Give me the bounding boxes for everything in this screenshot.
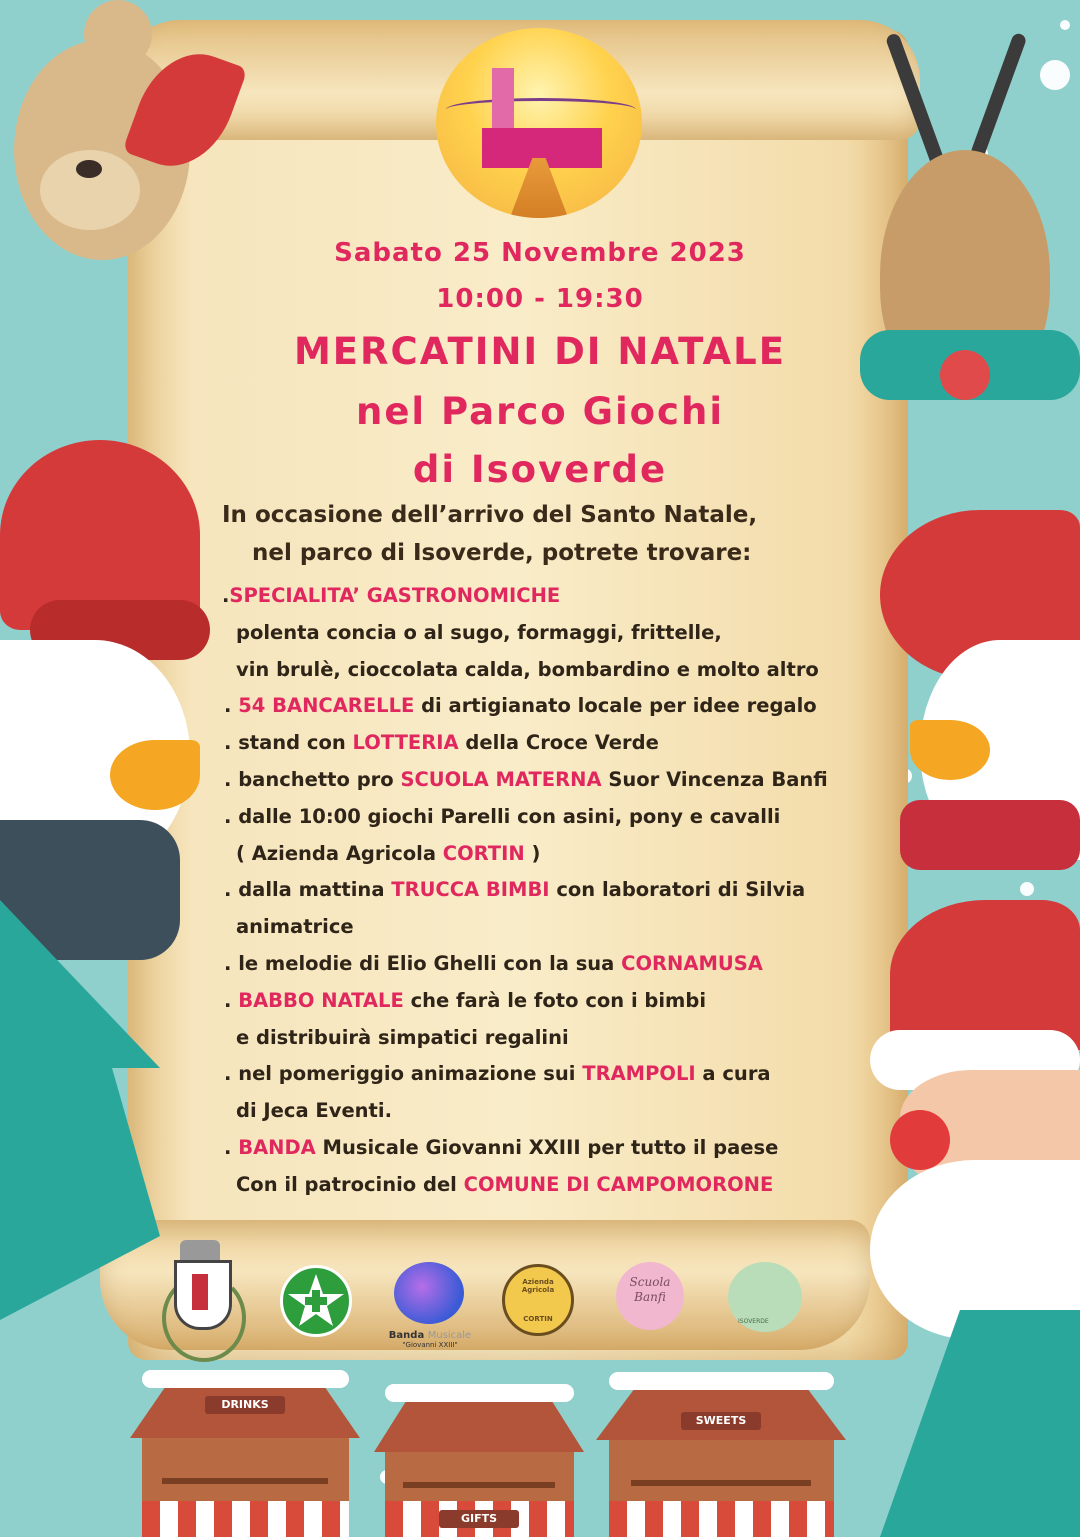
event-date: Sabato 25 Novembre 2023	[334, 238, 746, 268]
program-item: . le melodie di Elio Ghelli con la sua CORNAMUSA	[224, 952, 763, 975]
christmas-tree-left-illustration	[0, 900, 160, 1320]
program-item: . BABBO NATALE che farà le foto con i bimbi	[224, 988, 707, 1012]
event-logo	[436, 28, 642, 218]
scuola-banfi-label: Scuola Banfi	[629, 1275, 671, 1304]
program-item: .SPECIALITA’ GASTRONOMICHE	[222, 584, 561, 607]
event-subtitle-line2: di Isoverde	[412, 448, 668, 491]
banda-musicale-logo	[394, 1262, 464, 1324]
event-title: MERCATINI DI NATALE	[293, 330, 787, 373]
program-item: . 54 BANCARELLE di artigianato locale per idee regalo	[224, 694, 817, 718]
program-item: polenta concia o al sugo, formaggi, frittelle,	[236, 620, 722, 644]
croce-verde-logo	[280, 1265, 352, 1337]
program-item: ( Azienda Agricola CORTIN )	[236, 841, 541, 865]
penguin-right-illustration	[880, 470, 1080, 920]
program-item: . dalla mattina TRUCCA BIMBI con laboratori di Silvia	[224, 878, 806, 902]
event-subtitle-line1: nel Parco Giochi	[356, 390, 724, 433]
drinks-sign: DRINKS	[205, 1396, 285, 1414]
penguin-left-illustration	[0, 440, 210, 960]
program-item: e distribuirà simpatici regalini	[236, 1025, 569, 1049]
intro-line-1: In occasione dell’arrivo del Santo Natale,	[222, 502, 758, 528]
program-item: vin brulè, cioccolata calda, bombardino e molto altro	[236, 657, 819, 681]
cortin-logo-bottom: CORTIN	[523, 1315, 553, 1323]
program-item: . banchetto pro SCUOLA MATERNA Suor Vincenza Banfi	[224, 768, 828, 791]
drinks-stall	[130, 1378, 360, 1537]
gifts-sign: GIFTS	[439, 1510, 519, 1528]
sweets-stall	[596, 1380, 846, 1537]
cortin-logo	[502, 1264, 574, 1336]
sweets-sign: SWEETS	[681, 1412, 761, 1430]
santa-illustration	[870, 900, 1080, 1340]
event-time: 10:00 - 19:30	[436, 284, 644, 314]
program-item: Con il patrocinio del COMUNE DI CAMPOMORONE	[236, 1172, 774, 1196]
christmas-tree-right-illustration	[880, 1310, 1080, 1537]
comune-crest-logo	[160, 1234, 240, 1360]
teddy-bear-illustration	[0, 0, 210, 330]
gifts-stall	[374, 1392, 584, 1537]
program-item: . dalle 10:00 giochi Parelli con asini, pony e cavalli	[224, 804, 781, 828]
isoverde-label: ISOVERDE	[738, 1318, 769, 1325]
program-item: animatrice	[236, 915, 354, 939]
program-item: di Jeca Eventi.	[236, 1099, 392, 1123]
cortin-logo-top: Azienda Agricola	[521, 1278, 555, 1294]
program-item: . stand con LOTTERIA della Croce Verde	[224, 731, 659, 755]
banda-label: Banda Musicale "Giovanni XXIII"	[388, 1330, 472, 1349]
program-item: . nel pomeriggio animazione sui TRAMPOLI a cura	[224, 1062, 771, 1086]
program-item: . BANDA Musicale Giovanni XXIII per tutto il paese	[224, 1136, 779, 1159]
intro-line-2: nel parco di Isoverde, potrete trovare:	[252, 540, 752, 566]
